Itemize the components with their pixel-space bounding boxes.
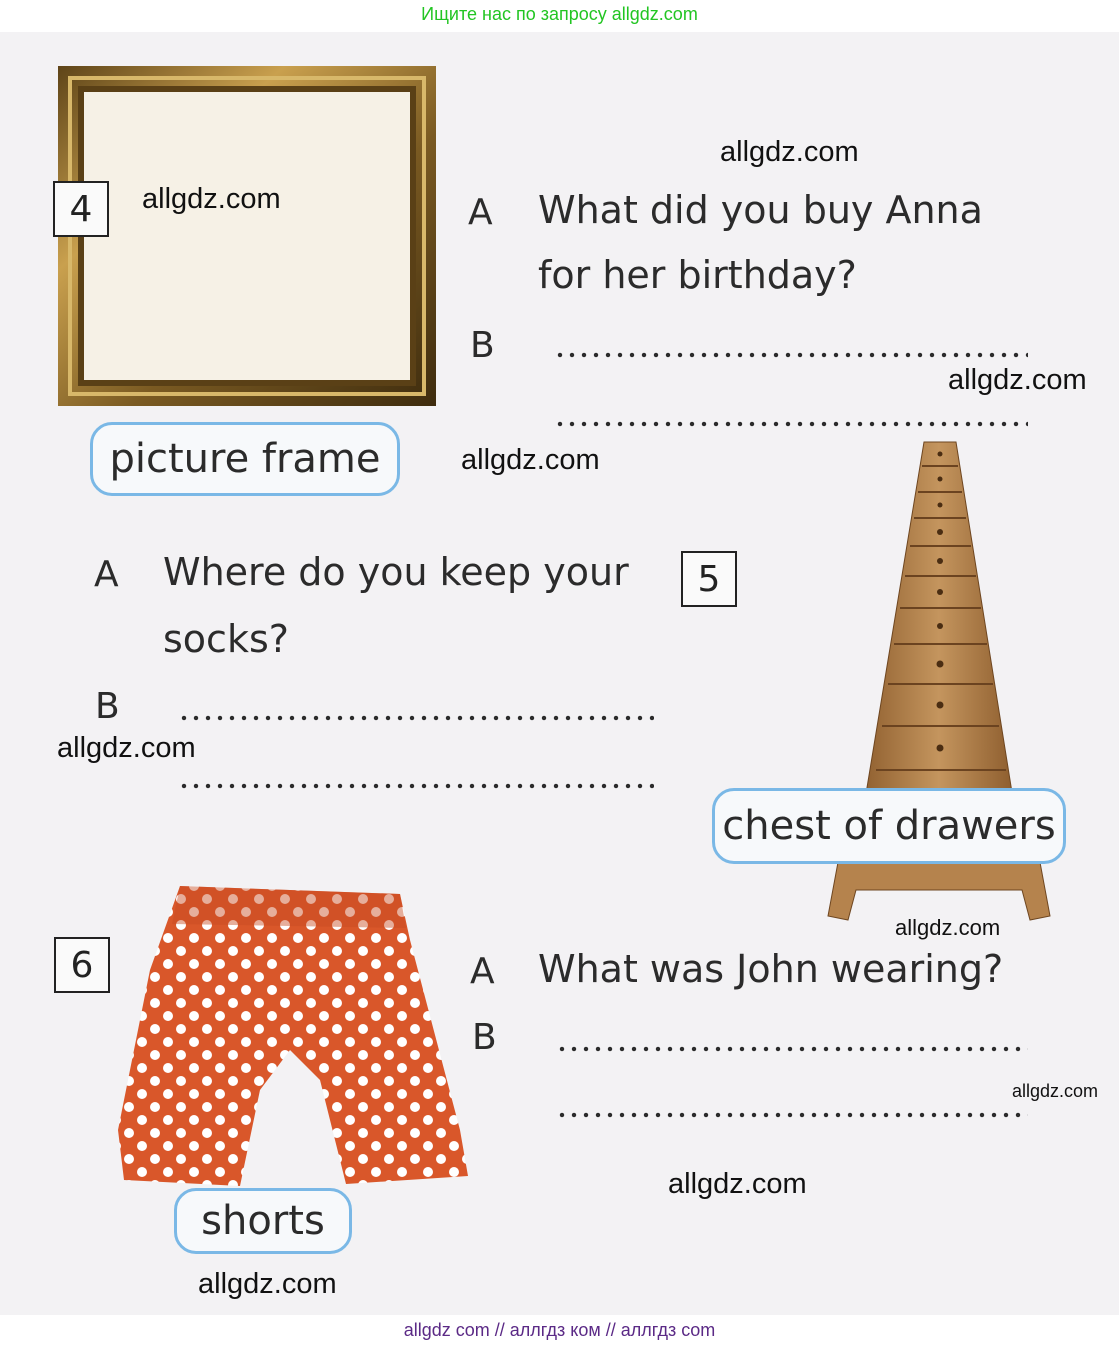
speaker-b-label: B xyxy=(95,686,120,727)
answer-line xyxy=(178,783,654,789)
watermark: allgdz.com xyxy=(895,915,1001,940)
answer-line xyxy=(556,1046,1028,1052)
watermark: allgdz.com xyxy=(1012,1081,1099,1101)
question-6-line1: What was John wearing? xyxy=(538,947,1004,991)
label-chest-of-drawers: chest of drawers xyxy=(712,788,1066,864)
speaker-a-label: A xyxy=(94,554,119,595)
answer-line xyxy=(554,352,1028,358)
watermark: allgdz.com xyxy=(57,732,196,764)
label-picture-frame: picture frame xyxy=(90,422,400,496)
watermark: allgdz.com xyxy=(668,1168,807,1200)
speaker-a-label: A xyxy=(470,951,495,992)
watermark: allgdz.com xyxy=(142,183,281,215)
item-number-5: 5 xyxy=(681,551,737,607)
shorts-image xyxy=(110,880,480,1192)
watermark: allgdz.com xyxy=(461,444,600,476)
question-4-line2: for her birthday? xyxy=(538,253,857,297)
bottom-banner: allgdz com // аллгдз ком // аллгдз com xyxy=(403,1320,716,1340)
question-5-line1: Where do you keep your xyxy=(163,550,629,594)
speaker-b-label: B xyxy=(470,325,495,366)
answer-line xyxy=(556,1112,1028,1118)
label-shorts: shorts xyxy=(174,1188,352,1254)
top-banner: Ищите нас по запросу allgdz.com xyxy=(421,4,698,24)
watermark: allgdz.com xyxy=(720,136,859,168)
item-number-6: 6 xyxy=(54,937,110,993)
answer-line xyxy=(178,715,654,721)
speaker-a-label: A xyxy=(468,192,493,233)
watermark: allgdz.com xyxy=(948,364,1087,396)
speaker-b-label: B xyxy=(472,1017,497,1058)
picture-frame-image xyxy=(56,64,440,410)
question-5-line2: socks? xyxy=(163,617,289,661)
question-4-line1: What did you buy Anna xyxy=(538,188,983,232)
item-number-4: 4 xyxy=(53,181,109,237)
answer-line xyxy=(554,421,1028,427)
watermark: allgdz.com xyxy=(198,1268,337,1300)
